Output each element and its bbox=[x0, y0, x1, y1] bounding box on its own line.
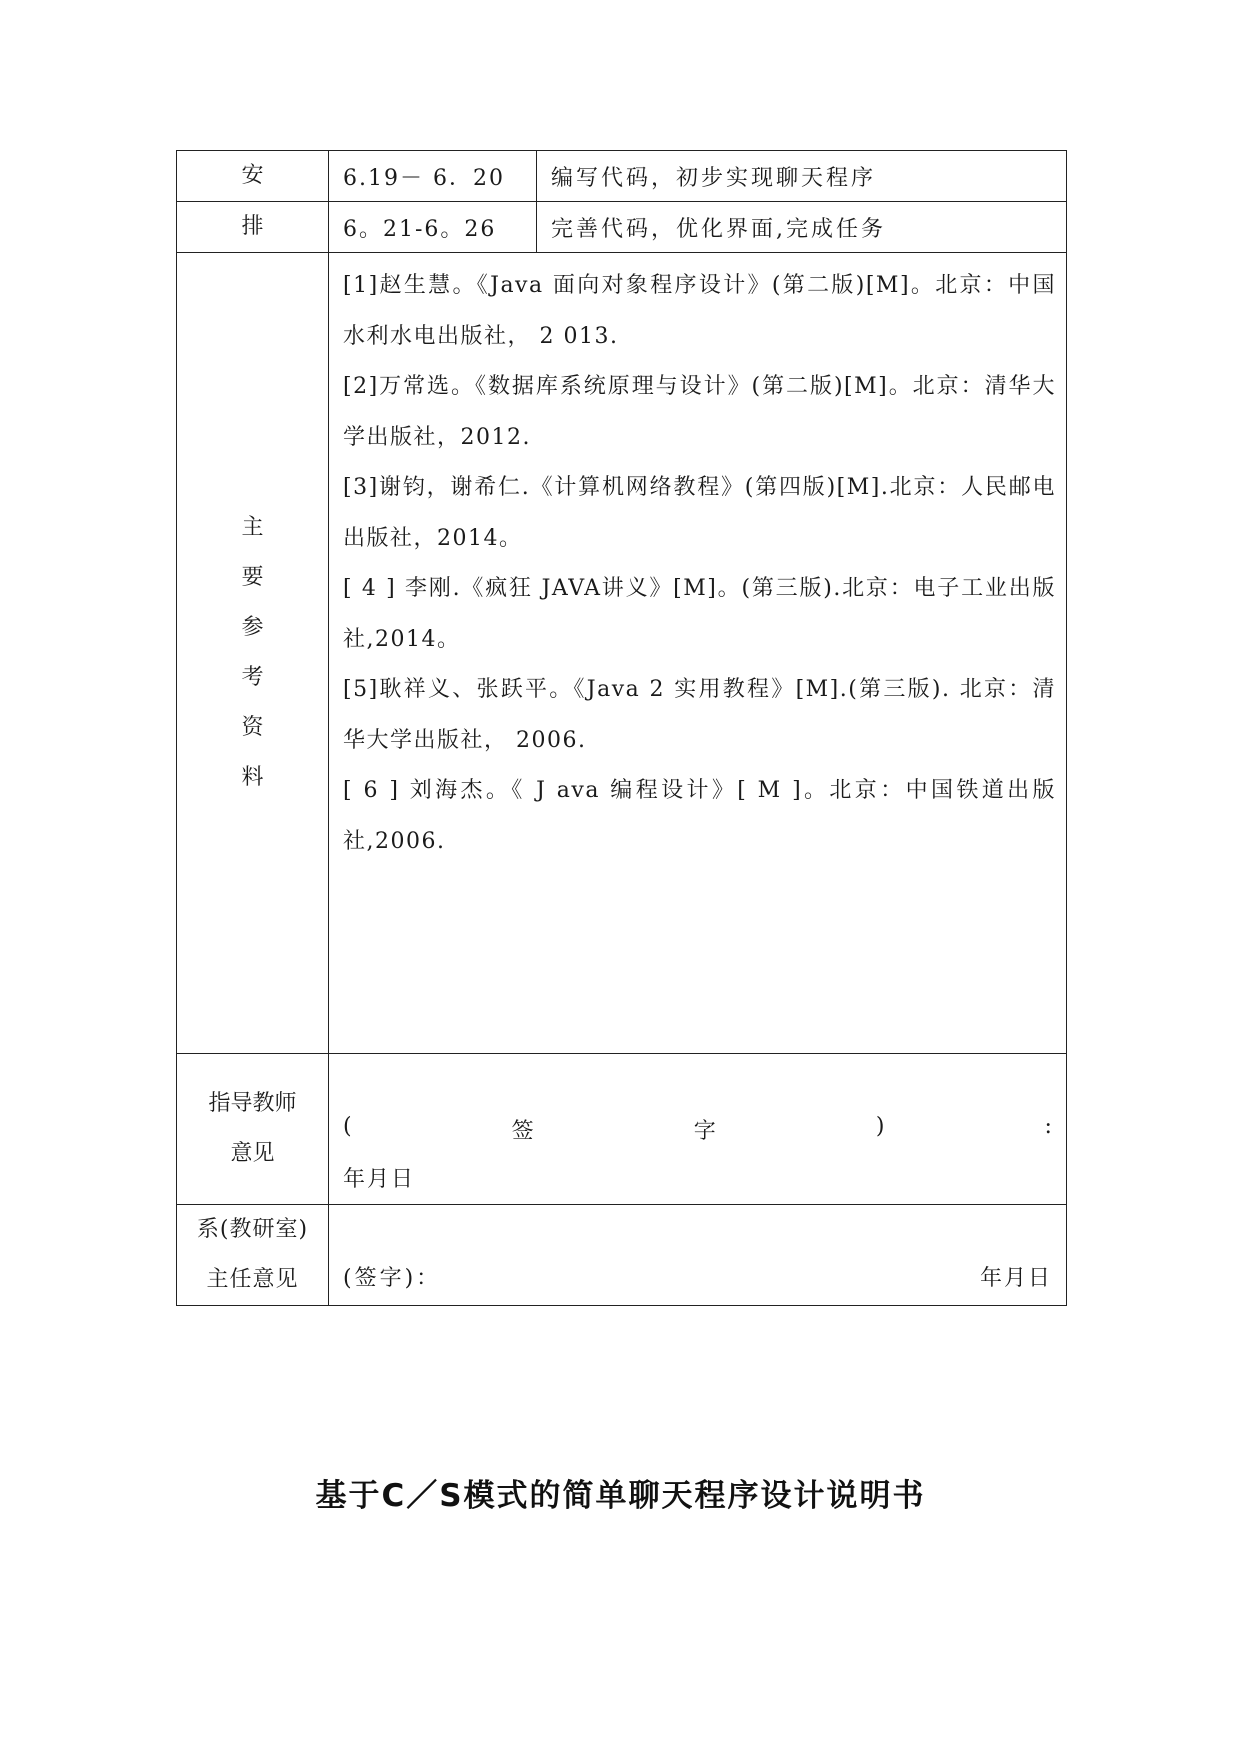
reference-item: [3]谢钧，谢希仁.《计算机网络教程》(第四版)[M].北京：人民邮电出版社，2014。 bbox=[343, 475, 1056, 551]
references-label-char: 参 bbox=[241, 615, 264, 640]
reference-item: [5]耿祥义、张跃平。《Java 2 实用教程》[M].(第三版). 北京：清华大学出版社， 2006. bbox=[343, 677, 1056, 753]
advisor-sign-open: ( bbox=[343, 1114, 352, 1139]
advisor-sign-word2: 字 bbox=[693, 1119, 716, 1144]
document-title: 基于C／S模式的简单聊天程序设计说明书 bbox=[315, 1478, 926, 1514]
schedule-date-2: 6。21-6。26 bbox=[329, 202, 537, 253]
advisor-sign-close: ) bbox=[875, 1114, 885, 1139]
reference-item: [ 6 ] 刘海杰。《 J ava 编程设计》[ M ]。北京：中国铁道出版社,2006. bbox=[343, 778, 1056, 854]
references-label-char: 主 bbox=[241, 515, 264, 540]
advisor-sign-colon: : bbox=[1044, 1114, 1052, 1139]
references-label bbox=[177, 253, 329, 1054]
references-label-char: 料 bbox=[241, 765, 264, 790]
advisor-row bbox=[177, 1054, 1067, 1205]
advisor-sign-word1: 签 bbox=[511, 1119, 534, 1144]
schedule-task-1: 编写代码，初步实现聊天程序 bbox=[537, 151, 1067, 202]
schedule-row-2 bbox=[177, 202, 1067, 253]
advisor-opinion-cell bbox=[329, 1054, 1067, 1205]
schedule-task-2: 完善代码，优化界面,完成任务 bbox=[537, 202, 1067, 253]
advisor-label bbox=[177, 1054, 329, 1205]
department-date: 年月日 bbox=[979, 1266, 1052, 1291]
advisor-label-line1: 指导教师 bbox=[208, 1091, 297, 1116]
department-label-line1: 系(教研室) bbox=[196, 1217, 309, 1242]
department-label bbox=[177, 1205, 329, 1306]
task-form-table bbox=[176, 150, 1067, 1306]
reference-item: [1]赵生慧。《Java 面向对象程序设计》(第二版)[M]。北京：中国水利水电出版社， 2 013. bbox=[343, 273, 1056, 349]
references-label-char: 要 bbox=[241, 565, 264, 590]
schedule-label-char-2: 排 bbox=[177, 202, 329, 253]
department-opinion-cell bbox=[329, 1205, 1067, 1306]
schedule-row-1 bbox=[177, 151, 1067, 202]
department-row bbox=[177, 1205, 1067, 1306]
department-label-line2: 主任意见 bbox=[206, 1267, 299, 1292]
advisor-date: 年月日 bbox=[343, 1167, 416, 1192]
advisor-signature-line bbox=[343, 1114, 1052, 1144]
references-list bbox=[329, 253, 1067, 1054]
references-label-char: 资 bbox=[241, 715, 264, 740]
reference-item: [ 4 ] 李刚.《疯狂 JAVA讲义》[M]。(第三版).北京：电子工业出版社,2014。 bbox=[343, 576, 1056, 652]
reference-item: [2]万常选。《数据库系统原理与设计》(第二版)[M]。北京：清华大学出版社，2012. bbox=[343, 374, 1056, 450]
advisor-label-line2: 意见 bbox=[230, 1141, 275, 1166]
schedule-label-char-1: 安 bbox=[177, 151, 329, 202]
department-signature: (签字)： bbox=[343, 1266, 442, 1291]
references-row bbox=[177, 253, 1067, 1054]
references-label-char: 考 bbox=[241, 665, 264, 690]
schedule-date-1: 6.19－ 6．20 bbox=[329, 151, 537, 202]
